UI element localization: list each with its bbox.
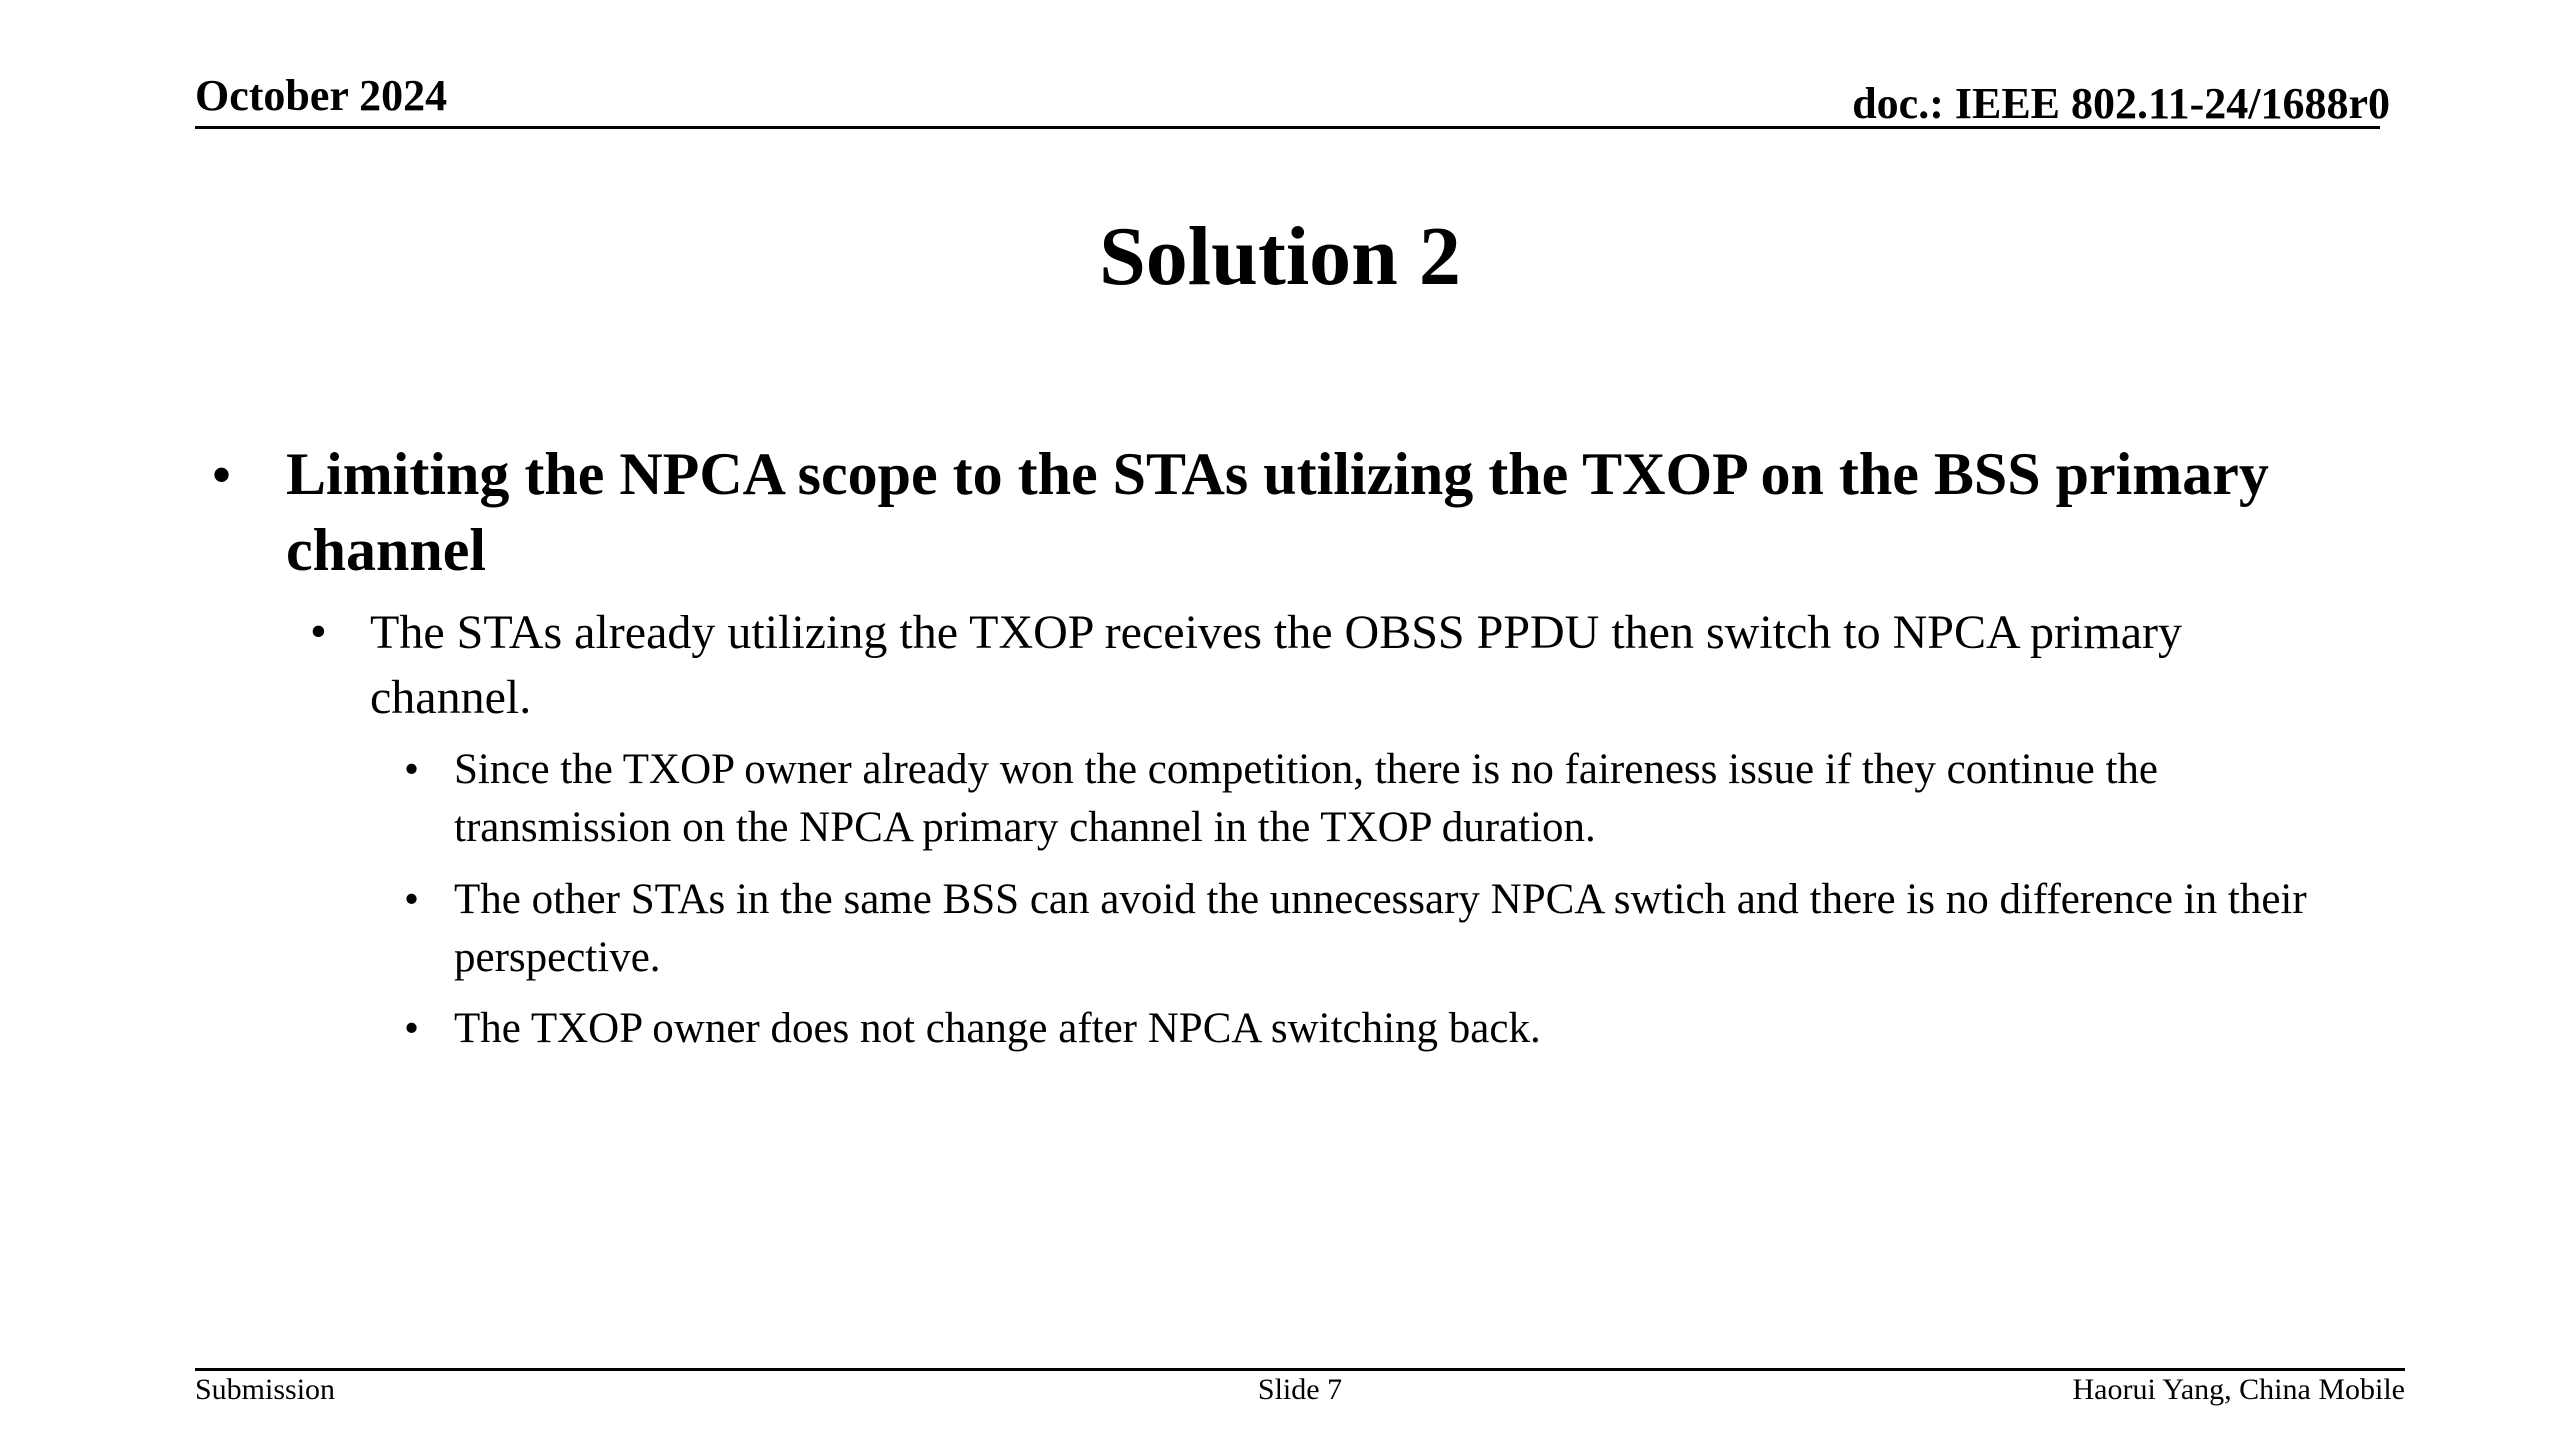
slide-title: Solution 2 bbox=[1099, 210, 1461, 303]
bullet-marker: • bbox=[404, 876, 420, 923]
footer-divider bbox=[195, 1368, 2405, 1371]
bullet-marker: • bbox=[211, 442, 233, 508]
bullet-text: The STAs already utilizing the TXOP receives the OBSS PPDU then switch to NPCA primary channel. bbox=[370, 606, 2182, 724]
footer-author: Haorui Yang, China Mobile bbox=[2072, 1373, 2405, 1406]
header-doc-id: doc.: IEEE 802.11-24/1688r0 bbox=[1852, 79, 2390, 128]
footer-slide-number: Slide 7 bbox=[1257, 1373, 1343, 1406]
bullet-level3 bbox=[404, 1000, 2354, 1058]
bullet-marker: • bbox=[404, 1005, 420, 1052]
bullet-text: The TXOP owner does not change after NPCA switching back. bbox=[454, 1005, 1541, 1052]
bullet-level3 bbox=[404, 871, 2354, 987]
bullet-marker: • bbox=[310, 605, 327, 658]
bullet-text: Since the TXOP owner already won the competition, there is no faireness issue if they continue the transmission on the NPCA primary channel in the TXOP duration. bbox=[454, 746, 2159, 851]
bullet-level1 bbox=[211, 436, 2286, 588]
bullet-level2 bbox=[310, 600, 2330, 730]
header-date: October 2024 bbox=[195, 71, 448, 120]
footer-submission: Submission bbox=[195, 1373, 336, 1406]
bullet-level3 bbox=[404, 741, 2354, 857]
bullet-text: The other STAs in the same BSS can avoid the unnecessary NPCA swtich and there is no difference in their perspective. bbox=[454, 876, 2307, 981]
bullet-text: Limiting the NPCA scope to the STAs utilizing the TXOP on the BSS primary channel bbox=[286, 441, 2269, 583]
bullet-marker: • bbox=[404, 746, 420, 793]
